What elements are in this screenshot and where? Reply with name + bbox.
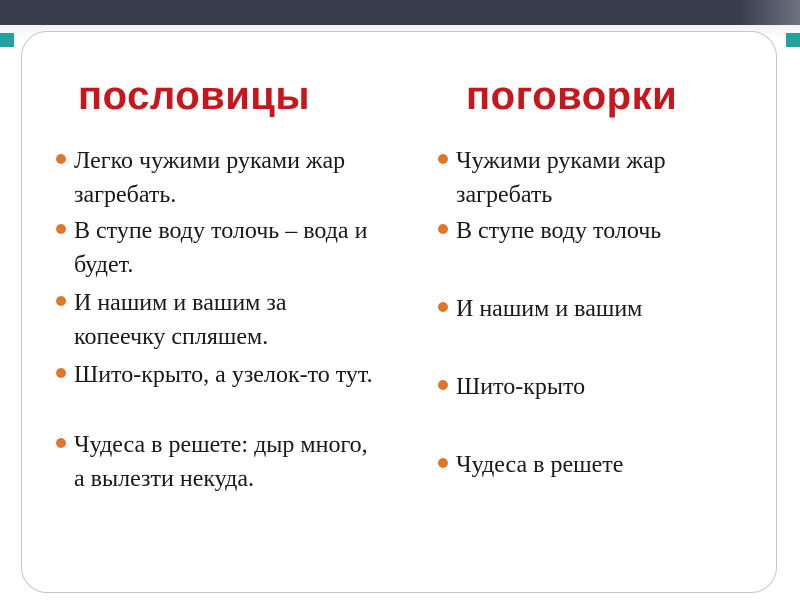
- bullet-icon: [438, 458, 448, 468]
- bullet-icon: [438, 302, 448, 312]
- saying-item: [438, 448, 756, 482]
- saying-text: В ступе воду толочь: [456, 218, 662, 244]
- proverb-text: И нашим и вашим за копеечку спляшем.: [74, 290, 287, 350]
- proverb-text: В ступе воду толочь – вода и будет.: [74, 218, 368, 278]
- bullet-icon: [56, 368, 66, 378]
- saying-item: [438, 214, 756, 248]
- saying-item: [438, 292, 756, 326]
- saying-text: Чужими руками жар загребать: [456, 148, 666, 208]
- proverb-item: [56, 428, 374, 496]
- left-accent-tab: [0, 33, 14, 47]
- bullet-icon: [438, 154, 448, 164]
- saying-text: Чудеса в решете: [456, 452, 624, 478]
- top-band-accent: [740, 0, 800, 25]
- right-accent-tab: [786, 33, 800, 47]
- proverb-text: Легко чужими руками жар загребать.: [74, 148, 346, 208]
- proverb-text: Чудеса в решете: дыр много, а вылезти некуда.: [74, 432, 368, 492]
- bullet-icon: [56, 224, 66, 234]
- proverb-text: Шито-крыто, а узелок-то тут.: [74, 362, 373, 388]
- saying-item: [438, 144, 716, 212]
- saying-text: Шито-крыто: [456, 374, 586, 400]
- saying-item: [438, 370, 756, 404]
- proverb-item: [56, 214, 374, 282]
- bullet-icon: [56, 154, 66, 164]
- top-band: [0, 0, 800, 25]
- proverbs-heading: пословицы: [78, 74, 311, 118]
- proverb-item: [56, 286, 374, 354]
- saying-text: И нашим и вашим: [456, 296, 643, 322]
- bullet-icon: [56, 296, 66, 306]
- proverb-item: [56, 144, 374, 212]
- proverb-item: [56, 358, 374, 392]
- bullet-icon: [56, 438, 66, 448]
- bullet-icon: [438, 380, 448, 390]
- sayings-heading: поговорки: [466, 74, 678, 118]
- bullet-icon: [438, 224, 448, 234]
